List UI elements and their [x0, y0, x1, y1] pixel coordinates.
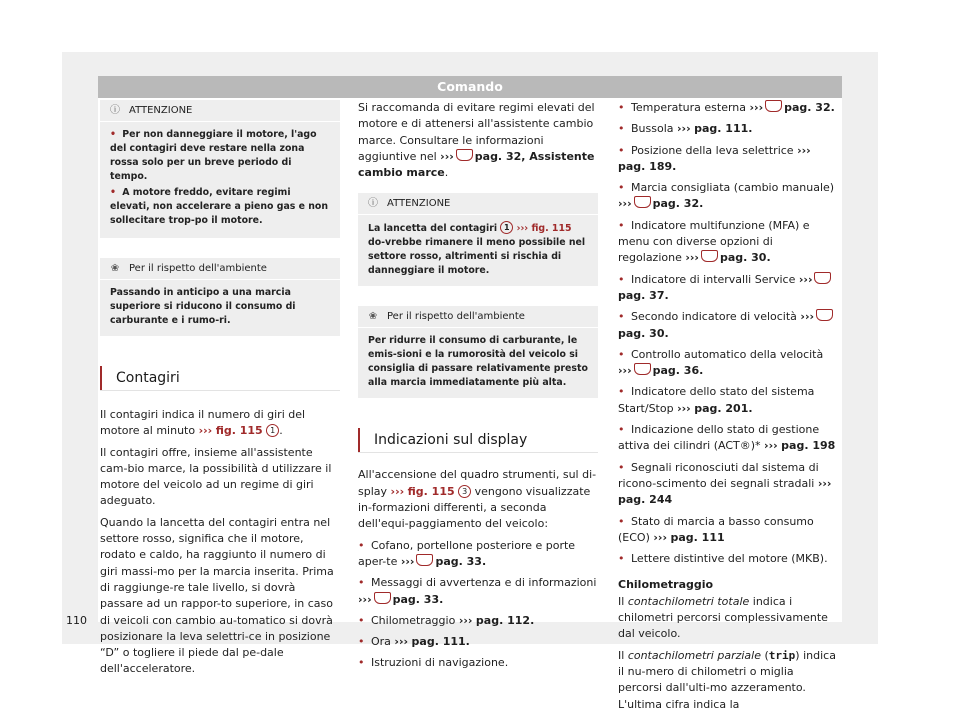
list-item: • Temperatura esterna ››› pag. 32.: [618, 101, 835, 114]
environment-title: Per il rispetto dell'ambiente: [387, 311, 525, 323]
page-link[interactable]: pag. 33.: [392, 592, 444, 606]
reference-arrows-icon: ›››: [653, 530, 667, 544]
page-link[interactable]: pag. 244: [618, 493, 673, 507]
paragraph: Il contachilometri parziale (trip) indica il nu-mero di chilometri o miglia percorsi dall'ulti-mo azzeramento. L'ultima cifra indica la: [618, 648, 836, 711]
reference-arrows-icon: ›››: [677, 401, 691, 415]
subheading-chilometraggio: Chilometraggio: [618, 578, 714, 592]
reference-arrows-icon: ›››: [798, 272, 813, 286]
book-icon: [416, 554, 433, 566]
trip-label: trip: [768, 648, 796, 662]
warning-title: ATTENZIONE: [129, 105, 193, 116]
reference-arrows-icon: ›››: [440, 149, 454, 163]
paragraph: Quando la lancetta del contagiri entra nel settore rosso, significa che il motore, rodato e caldo, ha raggiunto il numero di giri massi-mo per la marcia inserita. Prima di raggiunge-re tale livello, si dovrà passare ad un rappor-to superiore, in caso di veicoli con cambio au-tomatico si dovrà posizionare la leva selettri-ce in posizione “D” o togliere il piede dal pe-dale dell'acceleratore.: [100, 515, 334, 676]
page-link[interactable]: pag. 189.: [618, 159, 677, 173]
contagiri-text: [100, 407, 340, 678]
section-title-contagiri: Contagiri: [100, 366, 340, 390]
page-header: Comando: [98, 76, 842, 98]
environment-box-header: [358, 306, 598, 328]
list-item: • Indicatore di intervalli Service ›››pag. 37.: [618, 272, 840, 305]
reference-arrows-icon: ›››: [800, 310, 815, 324]
list-item: • Messaggi di avvertenza e di informazioni ››› pag. 33.: [358, 576, 597, 606]
reference-arrows-icon: ›››: [618, 364, 632, 378]
reference-arrows-icon: ›››: [198, 424, 213, 438]
page-link[interactable]: pag. 198: [781, 439, 836, 453]
warning-box-body: La lancetta del contagiri 1 ››› fig. 115 do-vrebbe rimanere il meno possibile nel settore rosso, altrimenti si rischia di danneggiare il motore.: [368, 223, 586, 277]
page-link[interactable]: pag. 111.: [411, 635, 470, 649]
manual-page: [98, 76, 842, 711]
figure-link[interactable]: fig. 115: [531, 223, 572, 235]
warning-box: [358, 193, 598, 286]
list-item: • Indicazione dello stato di gestione attiva dei cilindri (ACT®)* ››› pag. 198: [618, 423, 836, 453]
column-2: [358, 100, 598, 677]
book-icon: [701, 250, 718, 262]
list-item: • Indicatore multifunzione (MFA) e menu con diverse opzioni di regolazione ››› pag. 30.: [618, 218, 810, 265]
page-background: [62, 52, 878, 711]
list-item: • Segnali riconosciuti dal sistema di ricono-scimento dei segnali stradali ››› pag. 244: [618, 460, 832, 507]
book-icon: [814, 272, 831, 284]
page-link[interactable]: pag. 201.: [694, 401, 753, 415]
page-link[interactable]: pag. 30.: [618, 326, 669, 340]
environment-leaf-icon: ❀: [110, 263, 120, 274]
chilometraggio-text: [618, 594, 840, 713]
list-item: • Posizione della leva selettrice ››› pag. 189.: [618, 143, 811, 173]
environment-leaf-icon: ❀: [368, 311, 378, 323]
paragraph: Il contagiri offre, insieme all'assistente cam-bio marce, la possibilità d utilizzare il motore del veicolo ad un regime di giri adeguato.: [100, 445, 332, 508]
environment-box: [358, 306, 598, 398]
book-icon: [456, 149, 473, 161]
page-link[interactable]: pag. 112.: [475, 613, 535, 627]
list-item: • Stato di marcia a basso consumo (ECO) ››› pag. 111: [618, 514, 814, 544]
warning-item: • A motore freddo, evitare regimi elevati, non accelerare a pieno gas e non sollecitare trop-po il motore.: [110, 187, 329, 226]
list-item: • Chilometraggio ››› pag. 112.: [358, 613, 535, 627]
column-3: [618, 100, 840, 718]
reference-arrows-icon: ›››: [749, 101, 764, 114]
list-item: • Indicatore dello stato del sistema Start/Stop ››› pag. 201.: [618, 385, 815, 415]
paragraph: Il contachilometri totale indica i chilometri percorsi complessivamente dal veicolo.: [618, 594, 828, 641]
warning-title: ATTENZIONE: [387, 198, 451, 210]
page-link[interactable]: pag. 37.: [618, 288, 669, 302]
page-number: 110: [66, 614, 87, 627]
list-item: • Controllo automatico della velocità ››› pag. 36.: [618, 347, 824, 378]
page-link[interactable]: pag. 111.: [694, 122, 753, 136]
section-heading: [358, 428, 598, 453]
reference-arrows-icon: ›››: [764, 439, 778, 453]
list-item: • Cofano, portellone posteriore e porte aper-te ››› pag. 33.: [358, 538, 576, 568]
paragraph: Il contagiri indica il numero di giri del motore al minuto ››› fig. 115 1 .: [100, 408, 306, 438]
page-link[interactable]: pag. 111: [670, 530, 725, 544]
paragraph: All'accensione del quadro strumenti, sul di-splay ››› fig. 115 3 vengono visualizzate in-formazioni differenti, a seconda dell'equi-paggiamento del veicolo:: [358, 468, 597, 531]
section-title-display: Indicazioni sul display: [358, 428, 598, 452]
callout-number: 3: [458, 485, 471, 498]
book-icon: [374, 592, 391, 604]
reference-arrows-icon: ›››: [685, 251, 699, 265]
list-item: • Ora ››› pag. 111.: [358, 635, 470, 649]
callout-number: 1: [266, 424, 279, 437]
warning-circle-icon: ⓘ: [110, 105, 120, 116]
reference-arrows-icon: ›››: [618, 197, 632, 211]
environment-title: Per il rispetto dell'ambiente: [129, 263, 267, 274]
list-item: • Bussola ››› pag. 111.: [618, 122, 753, 136]
paragraph: Si raccomanda di evitare regimi elevati del motore e di attenersi all'assistente cambio marce. Consultare le informazioni aggiuntive nel ››› pag. 32, Assistente cambio marce.: [358, 101, 595, 180]
page-link[interactable]: pag. 36.: [652, 364, 704, 378]
list-item: • Marcia consigliata (cambio manuale) ››› pag. 32.: [618, 181, 835, 211]
warning-item: • Per non danneggiare il motore, l'ago del contagiri deve restare nella zona rossa solo per un breve periodo di tempo.: [110, 129, 317, 182]
environment-box-header: [100, 258, 340, 280]
book-icon: [634, 363, 651, 375]
reference-arrows-icon: ›››: [817, 476, 832, 490]
environment-box: [100, 258, 340, 336]
warning-box: [100, 100, 340, 238]
indicator-list: [618, 100, 840, 567]
list-item: • Secondo indicatore di velocità ›››pag. 30.: [618, 309, 840, 342]
environment-text: Per ridurre il consumo di carburante, le emis-sioni e la rumorosità del veicolo si consiglia di passare relativamente presto alla marcia immediatamente più alta.: [368, 335, 588, 389]
book-icon: [634, 196, 651, 208]
warning-box-header: [100, 100, 340, 122]
warning-circle-icon: ⓘ: [368, 198, 378, 210]
list-item: • Istruzioni di navigazione.: [358, 656, 509, 670]
callout-number: 1: [500, 221, 513, 234]
page-link[interactable]: pag. 32.: [652, 197, 704, 211]
environment-text: Passando in anticipo a una marcia superiore si riducono il consumo di carburante e i rumo-ri.: [110, 287, 296, 326]
warning-box-header: [358, 193, 598, 215]
page-link[interactable]: pag. 32, Assistente cambio marce: [358, 149, 595, 180]
book-icon: [765, 100, 782, 112]
figure-link[interactable]: fig. 115: [215, 424, 263, 438]
book-icon: [816, 309, 833, 321]
page-link[interactable]: pag. 33.: [435, 554, 487, 568]
reference-arrows-icon: ›››: [797, 143, 811, 157]
section-heading: [100, 366, 340, 391]
page-link[interactable]: pag. 30.: [719, 251, 771, 265]
page-link[interactable]: pag. 32.: [784, 101, 835, 114]
warning-box-body: [100, 122, 340, 238]
display-text: [358, 467, 598, 671]
list-item: • Lettere distintive del motore (MKB).: [618, 552, 828, 566]
figure-link[interactable]: fig. 115: [407, 484, 455, 498]
column-1: [100, 100, 340, 683]
reference-arrows-icon: ›››: [677, 122, 691, 136]
